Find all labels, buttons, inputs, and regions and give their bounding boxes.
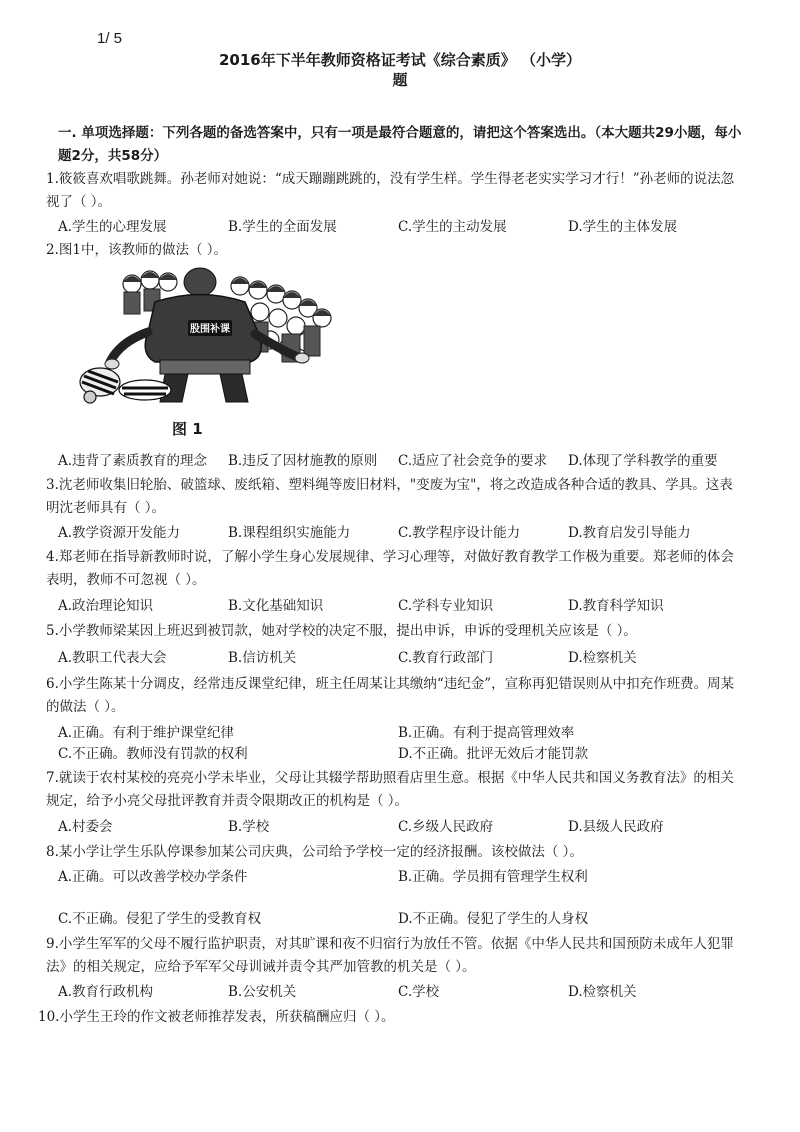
document-title	[140, 50, 660, 90]
question-1-option-d[interactable]: D.学生的主体发展	[568, 219, 678, 235]
question-3-option-b[interactable]: B.课程组织实施能力	[228, 525, 351, 541]
question-4-option-c[interactable]: C.学科专业知识	[398, 598, 494, 614]
question-7-option-d[interactable]: D.县级人民政府	[568, 819, 664, 835]
question-2-stem: 2.图1中，该教师的做法（ ）。	[46, 242, 228, 258]
question-4-option-b[interactable]: B.文化基础知识	[228, 598, 324, 614]
page-number: 1/ 5	[97, 30, 123, 47]
question-5-option-a[interactable]: A.教职工代表大会	[58, 650, 167, 666]
question-2-option-a[interactable]: A.违背了素质教育的理念	[58, 453, 208, 469]
question-9-option-c[interactable]: C.学校	[398, 984, 440, 1000]
question-9-option-b[interactable]: B.公安机关	[228, 984, 297, 1000]
question-8-stem: 8.某小学让学生乐队停课参加某公司庆典，公司给予学校一定的经济报酬。该校做法（ ）。	[46, 844, 583, 860]
title-line-2: 题	[392, 71, 408, 89]
title-line-1: 2016年下半年教师资格证考试《综合素质》 （小学）	[219, 51, 581, 69]
question-3-option-a[interactable]: A.教学资源开发能力	[58, 525, 181, 541]
question-1-option-b[interactable]: B.学生的全面发展	[228, 219, 337, 235]
question-9-stem: 9.小学生军军的父母不履行监护职责，对其旷课和夜不归宿行为放任不管。依据《中华人民共和国预防未成年人犯罪法》的相关规定，应给予军军父母训诫并责令其严加管教的机关是（ ）。	[46, 936, 734, 975]
figure-1-illustration	[60, 262, 360, 412]
question-8-option-b[interactable]: B.正确。学员拥有管理学生权利	[398, 869, 588, 885]
question-7-option-b[interactable]: B.学校	[228, 819, 270, 835]
question-10-stem: 10.小学生王玲的作文被老师推荐发表，所获稿酬应归（ ）。	[38, 1009, 395, 1025]
question-5-option-b[interactable]: B.信访机关	[228, 650, 297, 666]
question-5-option-d[interactable]: D.检察机关	[568, 650, 637, 666]
question-3-stem: 3.沈老师收集旧轮胎、破篮球、废纸箱、塑料绳等废旧材料，"变废为宝"，将之改造成各种合适的教具、学具。这表明沈老师具有（ ）。	[46, 477, 733, 516]
question-9-option-a[interactable]: A.教育行政机构	[58, 984, 154, 1000]
question-2-option-b[interactable]: B.违反了因材施教的原则	[228, 453, 378, 469]
question-1-option-a[interactable]: A.学生的心理发展	[58, 219, 167, 235]
question-8-option-d[interactable]: D.不正确。侵犯了学生的人身权	[398, 911, 589, 927]
question-8-option-a[interactable]: A.正确。可以改善学校办学条件	[58, 869, 248, 885]
question-6-option-c[interactable]: C.不正确。教师没有罚款的权利	[58, 746, 248, 762]
question-7-option-a[interactable]: A.村委会	[58, 819, 113, 835]
question-1-option-c[interactable]: C.学生的主动发展	[398, 219, 507, 235]
question-6-option-d[interactable]: D.不正确。批评无效后才能罚款	[398, 746, 589, 762]
question-4-stem: 4.郑老师在指导新教师时说，了解小学生身心发展规律、学习心理等，对做好教育教学工作极为重要。郑老师的体会表明，教师不可忽视（ ）。	[46, 549, 734, 588]
question-7-stem: 7.就读于农村某校的亮亮小学未毕业，父母让其辍学帮助照看店里生意。根据《中华人民共和国义务教育法》的相关规定，给予小亮父母批评教育并责令限期改正的机构是（ ）。	[46, 770, 734, 809]
question-7-option-c[interactable]: C.乡级人民政府	[398, 819, 494, 835]
teacher-with-students-illustration	[60, 262, 360, 412]
question-2-option-d[interactable]: D.体现了学科教学的重要	[568, 453, 718, 469]
question-5-stem: 5.小学教师梁某因上班迟到被罚款，她对学校的决定不服，提出申诉，申诉的受理机关应该是（ ）。	[46, 623, 637, 639]
question-8-option-c[interactable]: C.不正确。侵犯了学生的受教育权	[58, 911, 262, 927]
question-2-option-c[interactable]: C.适应了社会竞争的要求	[398, 453, 548, 469]
question-6-option-a[interactable]: A.正确。有利于维护课堂纪律	[58, 725, 235, 741]
figure-caption: 图 1	[172, 420, 203, 438]
question-5-option-c[interactable]: C.教育行政部门	[398, 650, 494, 666]
question-3-option-c[interactable]: C.教学程序设计能力	[398, 525, 521, 541]
figure-sign-text: 股围补课	[190, 324, 230, 335]
question-6-option-b[interactable]: B.正确。有利于提高管理效率	[398, 725, 575, 741]
question-4-option-a[interactable]: A.政治理论知识	[58, 598, 154, 614]
question-6-stem: 6.小学生陈某十分调皮，经常违反课堂纪律，班主任周某让其缴纳“违纪金”，宣称再犯错误则从中扣充作班费。周某的做法（ ）。	[46, 676, 735, 715]
question-3-option-d[interactable]: D.教育启发引导能力	[568, 525, 691, 541]
question-1-stem: 1.筱筱喜欢唱歌跳舞。孙老师对她说：“成天蹦蹦跳跳的，没有学生样。学生得老老实实学习才行！”孙老师的说法忽视了（ ）。	[46, 171, 735, 210]
section-heading: 一. 单项选择题：下列各题的备选答案中，只有一项是最符合题意的，请把这个答案选出。（本大题共29小题，每小题2分，共58分）	[58, 125, 742, 164]
question-9-option-d[interactable]: D.检察机关	[568, 984, 637, 1000]
question-4-option-d[interactable]: D.教育科学知识	[568, 598, 664, 614]
